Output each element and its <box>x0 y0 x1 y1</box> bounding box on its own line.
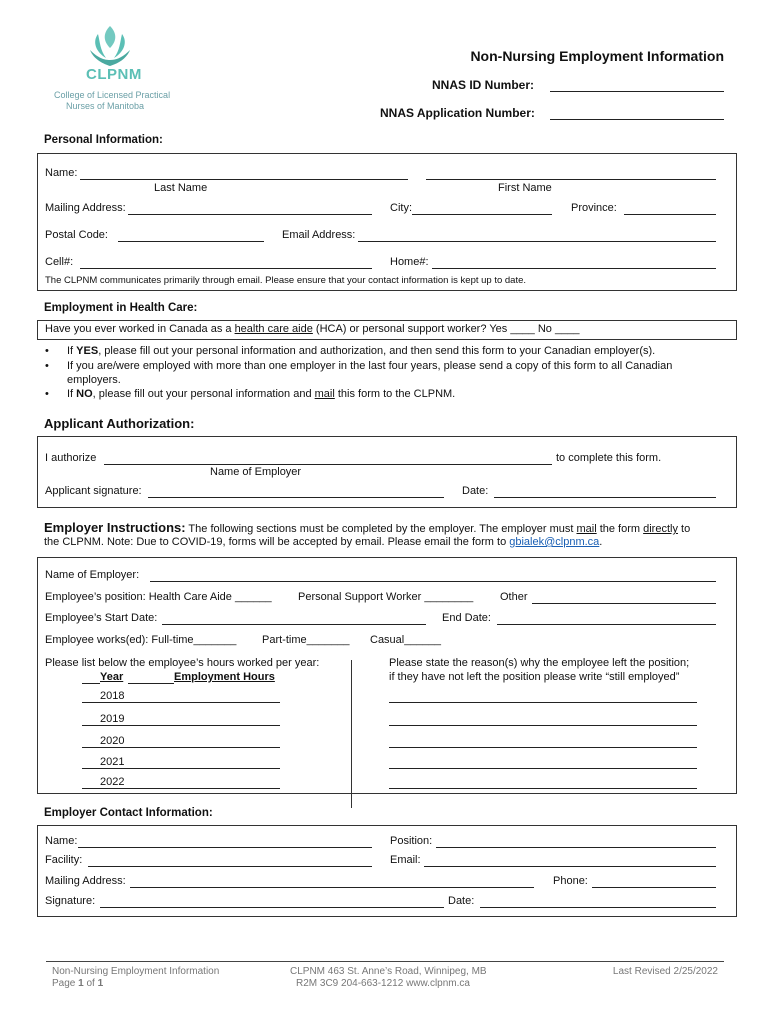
b1-yes: YES <box>76 345 99 357</box>
contact-position-field[interactable] <box>436 847 716 848</box>
clpnm-logo <box>54 24 171 114</box>
flame-icon <box>54 24 166 68</box>
city-field[interactable] <box>412 214 552 215</box>
b3-mail: mail <box>314 388 335 400</box>
employer-name-field[interactable] <box>104 464 552 465</box>
casual-label: Casual______ <box>370 634 441 646</box>
reason-label-2: if they have not left the position please write “still employed” <box>389 671 680 683</box>
applicant-signature-field[interactable] <box>148 497 444 498</box>
contact-signature-field[interactable] <box>100 907 444 908</box>
employer-contact-heading: Employer Contact Information: <box>44 807 213 819</box>
b3-no: NO <box>76 388 93 400</box>
year-line-2021[interactable] <box>82 768 280 769</box>
employee-position-label: Employee’s position: Health Care Aide ______ <box>45 591 272 603</box>
b2-line1: If you are/were employed with more than one employer in the last four years, please send a copy of this form to all Canadian <box>67 360 673 372</box>
footer-page <box>52 978 103 989</box>
employment-question <box>45 323 579 335</box>
name-label: Name: <box>45 167 78 179</box>
contact-signature-label: Signature: <box>45 895 96 907</box>
name-of-employer-field[interactable] <box>150 581 716 582</box>
reason-line-2[interactable] <box>389 725 697 726</box>
footer-address-1: CLPNM 463 St. Anne’s Road, Winnipeg, MB <box>290 966 487 977</box>
contact-date-field[interactable] <box>480 907 716 908</box>
postal-label: Postal Code: <box>45 229 108 241</box>
contact-mailing-field[interactable] <box>130 887 534 888</box>
mailing-field[interactable] <box>128 214 372 215</box>
hours-label: Please list below the employee’s hours worked per year: <box>45 657 320 669</box>
bullet-1: • If YES, please fill out your personal information and authorization, and then send this form to your Canadian employer(s). <box>45 345 656 357</box>
reason-line-4[interactable] <box>389 768 697 769</box>
start-date-field[interactable] <box>162 624 426 625</box>
name-of-employer-caption: Name of Employer <box>210 466 302 478</box>
nnas-id-label: NNAS ID Number: <box>432 78 535 92</box>
employer-instructions-heading: Employer Instructions: <box>44 520 186 535</box>
email-field[interactable] <box>358 241 716 242</box>
year-header-lead <box>82 683 100 684</box>
footer-revised: Last Revised 2/25/2022 <box>612 966 718 977</box>
contact-mailing-label: Mailing Address: <box>45 875 126 887</box>
year-line-2019[interactable] <box>82 725 280 726</box>
facility-field[interactable] <box>88 866 372 867</box>
postal-field[interactable] <box>118 241 264 242</box>
instructions-mid: the form <box>596 523 644 535</box>
start-date-label: Employee’s Start Date: <box>45 612 158 624</box>
contact-name-label: Name: <box>45 835 78 847</box>
b3-post: this form to the CLPNM. <box>334 388 456 400</box>
page-of: of <box>83 978 98 989</box>
cell-label: Cell#: <box>45 256 74 268</box>
reason-line-5[interactable] <box>389 788 697 789</box>
psw-label: Personal Support Worker ________ <box>298 591 474 603</box>
part-time-label: Part-time_______ <box>262 634 350 646</box>
to-complete-label: to complete this form. <box>556 452 662 464</box>
reason-label-1: Please state the reason(s) why the employee left the position; <box>389 657 690 669</box>
year-header: Year <box>100 671 124 683</box>
year-row-2020: 2020 <box>100 735 125 747</box>
contact-note: The CLPNM communicates primarily through email. Please ensure that your contact information is kept up to date. <box>45 275 527 286</box>
personal-box <box>37 153 737 291</box>
footer-rule <box>46 961 724 962</box>
bullet-2: • If you are/were employed with more than one employer in the last four years, please send a copy of this form to all Canadian <box>45 360 673 372</box>
instructions-to: to <box>677 523 691 535</box>
other-label: Other <box>500 591 528 603</box>
province-field[interactable] <box>624 214 716 215</box>
reason-line-1[interactable] <box>389 702 697 703</box>
form-title: Non-Nursing Employment Information <box>470 48 724 64</box>
logo-acronym: CLPNM <box>86 66 142 83</box>
b1-post: , please fill out your personal information and authorization, and then send this form to your Canadian employer(s). <box>98 345 656 357</box>
instructions-text1: The following sections must be completed by the employer. The employer must <box>185 523 577 535</box>
nnas-id-field[interactable] <box>550 91 724 92</box>
nnas-app-field[interactable] <box>550 119 724 120</box>
works-label: Employee works(ed): Full-time_______ <box>45 634 237 646</box>
authorization-date-label: Date: <box>462 485 489 497</box>
year-row-2019: 2019 <box>100 713 125 725</box>
page-number: 1 <box>78 978 84 989</box>
email-link[interactable]: gbialek@clpnm.ca <box>509 536 600 548</box>
b1-pre: If <box>67 345 77 357</box>
first-name-field[interactable] <box>426 179 716 180</box>
year-row-2021: 2021 <box>100 756 125 768</box>
phone-field[interactable] <box>592 887 716 888</box>
footer-form-name: Non-Nursing Employment Information <box>52 966 220 977</box>
name-of-employer-label: Name of Employer: <box>45 569 140 581</box>
contact-name-field[interactable] <box>78 847 372 848</box>
home-label: Home#: <box>390 256 429 268</box>
cell-field[interactable] <box>80 268 372 269</box>
city-label: City: <box>390 202 412 214</box>
last-name-caption: Last Name <box>154 182 208 194</box>
year-row-2018: 2018 <box>100 690 125 702</box>
mailing-label: Mailing Address: <box>45 202 126 214</box>
province-label: Province: <box>571 202 617 214</box>
year-line-2020[interactable] <box>82 747 280 748</box>
employer-instructions-line1 <box>44 520 690 535</box>
nnas-app-label: NNAS Application Number: <box>380 106 535 120</box>
instructions-text2: the CLPNM. Note: Due to COVID-19, forms will be accepted by email. Please email the form to <box>44 536 510 548</box>
end-date-label: End Date: <box>442 612 491 624</box>
year-line-2018[interactable] <box>82 702 280 703</box>
contact-position-label: Position: <box>390 835 433 847</box>
facility-label: Facility: <box>45 854 83 866</box>
bullet-3: • If NO, please fill out your personal information and mail this form to the CLPNM. <box>45 388 456 400</box>
contact-email-field[interactable] <box>424 866 716 867</box>
question-options: (HCA) or personal support worker? Yes ____ No ____ <box>312 323 580 335</box>
email-label: Email Address: <box>282 229 356 241</box>
end-date-field[interactable] <box>497 624 716 625</box>
logo-line1: College of Licensed Practical <box>54 90 171 100</box>
i-authorize-label: I authorize <box>45 452 97 464</box>
question-text: Have you ever worked in Canada as a <box>45 323 235 335</box>
contact-email-label: Email: <box>390 854 421 866</box>
b3-mid: , please fill out your personal information and <box>92 388 315 400</box>
logo-line2: Nurses of Manitoba <box>66 101 145 111</box>
first-name-caption: First Name <box>498 182 552 194</box>
page-pre: Page <box>52 978 79 989</box>
home-field[interactable] <box>432 268 716 269</box>
employer-instructions-line2 <box>44 536 602 548</box>
hca-term: health care aide <box>234 323 313 335</box>
contact-date-label: Date: <box>448 895 475 907</box>
bullet-2-cont: employers. <box>67 374 121 386</box>
other-field[interactable] <box>532 603 716 604</box>
footer-address-2: R2M 3C9 204-663-1212 www.clpnm.ca <box>296 978 470 989</box>
phone-label: Phone: <box>553 875 588 887</box>
b3-pre: If <box>67 388 77 400</box>
applicant-signature-label: Applicant signature: <box>45 485 142 497</box>
authorization-heading: Applicant Authorization: <box>44 416 195 431</box>
hours-header-gap <box>128 683 174 684</box>
year-line-2022[interactable] <box>82 788 280 789</box>
hours-header: Employment Hours <box>174 671 275 683</box>
instructions-mail: mail <box>576 523 597 535</box>
personal-heading: Personal Information: <box>44 134 163 146</box>
instructions-directly: directly <box>643 523 678 535</box>
column-divider <box>351 660 352 808</box>
year-row-2022: 2022 <box>100 776 125 788</box>
last-name-field[interactable] <box>80 179 408 180</box>
employer-contact-box <box>37 825 737 917</box>
employment-heading: Employment in Health Care: <box>44 302 198 314</box>
reason-line-3[interactable] <box>389 747 697 748</box>
authorization-date-field[interactable] <box>494 497 716 498</box>
page-total: 1 <box>97 978 104 989</box>
instructions-period: . <box>599 536 603 548</box>
